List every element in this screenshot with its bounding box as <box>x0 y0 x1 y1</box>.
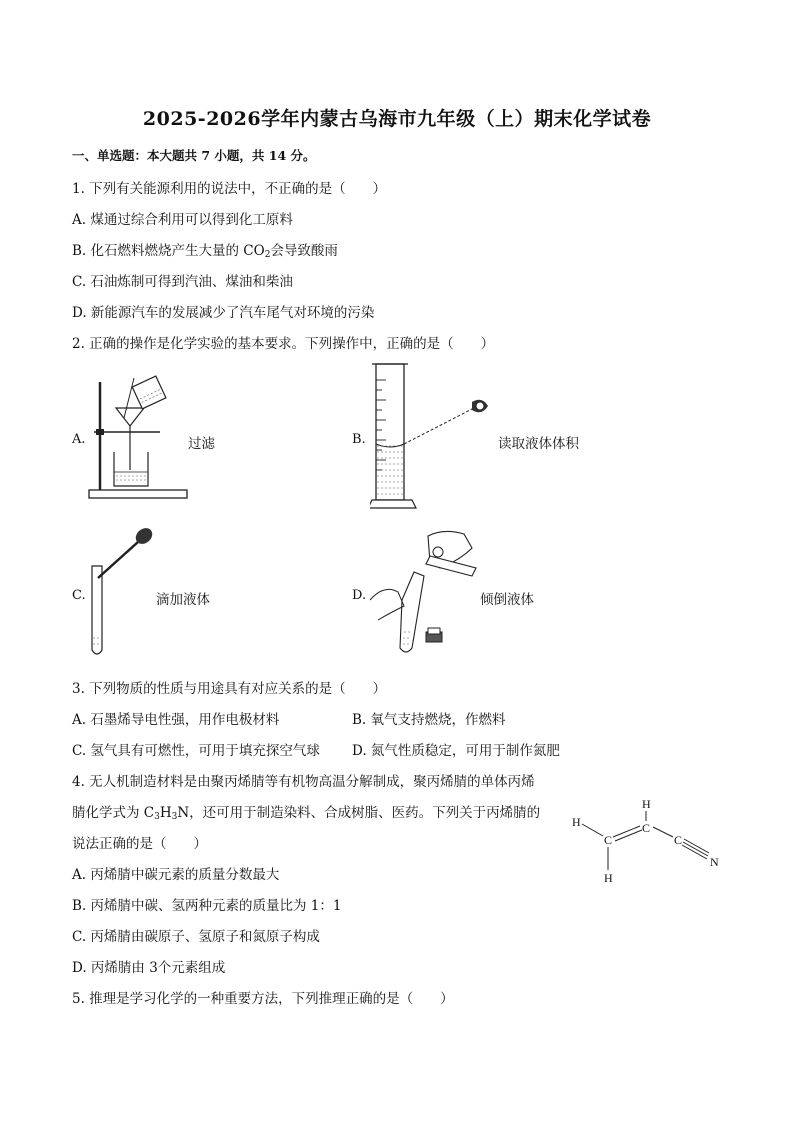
q2-option-b-label: B. <box>352 432 366 447</box>
atom-h-left: H <box>572 815 581 829</box>
q2-option-d-caption: 倾倒液体 <box>480 592 534 608</box>
q2-option-c-label: C. <box>72 588 86 603</box>
q3-option-b: B. 氧气支持燃烧，作燃料 <box>352 712 506 728</box>
pouring-liquid-illustration <box>368 528 484 656</box>
dropper-illustration <box>88 526 158 662</box>
q4-stem-line2: 腈化学式为 $C_3H_3N$，还可用于制造染料、合成树脂、医药。下列关于丙烯腈的 <box>72 805 541 822</box>
q3-option-d: D. 氮气性质稳定，可用于制作氮肥 <box>352 743 560 759</box>
q1-option-a: A. 煤通过综合利用可以得到化工原料 <box>72 212 293 228</box>
atom-c3: C <box>674 833 683 847</box>
acrylonitrile-structure <box>566 794 726 894</box>
atom-c2: C <box>642 821 651 835</box>
atom-h-top: H <box>642 797 651 811</box>
q4-option-a: A. 丙烯腈中碳元素的质量分数最大 <box>72 867 280 883</box>
q2-option-a-caption: 过滤 <box>188 436 215 452</box>
q1-option-c: C. 石油炼制可得到汽油、煤油和柴油 <box>72 274 293 290</box>
q2-option-a-label: A. <box>72 432 86 447</box>
graduated-cylinder-illustration <box>370 362 500 514</box>
q1-stem: 1. 下列有关能源利用的说法中，不正确的是（ ） <box>72 181 387 197</box>
q2-option-c-caption: 滴加液体 <box>156 592 210 608</box>
q2-option-d-label: D. <box>352 588 367 603</box>
q3-option-a: A. 石墨烯导电性强，用作电极材料 <box>72 712 280 728</box>
q3-stem: 3. 下列物质的性质与用途具有对应关系的是（ ） <box>72 681 387 697</box>
page-title: 2025-2026学年内蒙古乌海市九年级（上）期末化学试卷 <box>142 108 652 130</box>
atom-c1: C <box>604 833 613 847</box>
atom-n: N <box>710 855 719 869</box>
q4-option-c: C. 丙烯腈由碳原子、氢原子和氮原子构成 <box>72 929 320 945</box>
filtration-illustration <box>86 374 190 502</box>
q1-option-d: D. 新能源汽车的发展减少了汽车尾气对环境的污染 <box>72 305 375 321</box>
atom-h-bottom: H <box>604 871 613 885</box>
q3-option-c: C. 氢气具有可燃性，可用于填充探空气球 <box>72 743 320 759</box>
q4-stem-line3: 说法正确的是（ ） <box>72 836 207 852</box>
q4-option-d: D. 丙烯腈由 3个元素组成 <box>72 960 226 976</box>
q2-stem: 2. 正确的操作是化学实验的基本要求。下列操作中，正确的是（ ） <box>72 336 495 352</box>
section-heading: 一、单选题：本大题共 7 小题，共 14 分。 <box>72 148 316 163</box>
q5-stem: 5. 推理是学习化学的一种重要方法，下列推理正确的是（ ） <box>72 991 454 1007</box>
q2-option-b-caption: 读取液体体积 <box>498 436 579 452</box>
q1-option-b: B. 化石燃料燃烧产生大量的 $CO_2$会导致酸雨 <box>72 243 338 260</box>
q4-option-b: B. 丙烯腈中碳、氢两种元素的质量比为 1：1 <box>72 898 342 914</box>
q4-stem-line1: 4. 无人机制造材料是由聚丙烯腈等有机物高温分解制成，聚丙烯腈的单体丙烯 <box>72 774 535 790</box>
